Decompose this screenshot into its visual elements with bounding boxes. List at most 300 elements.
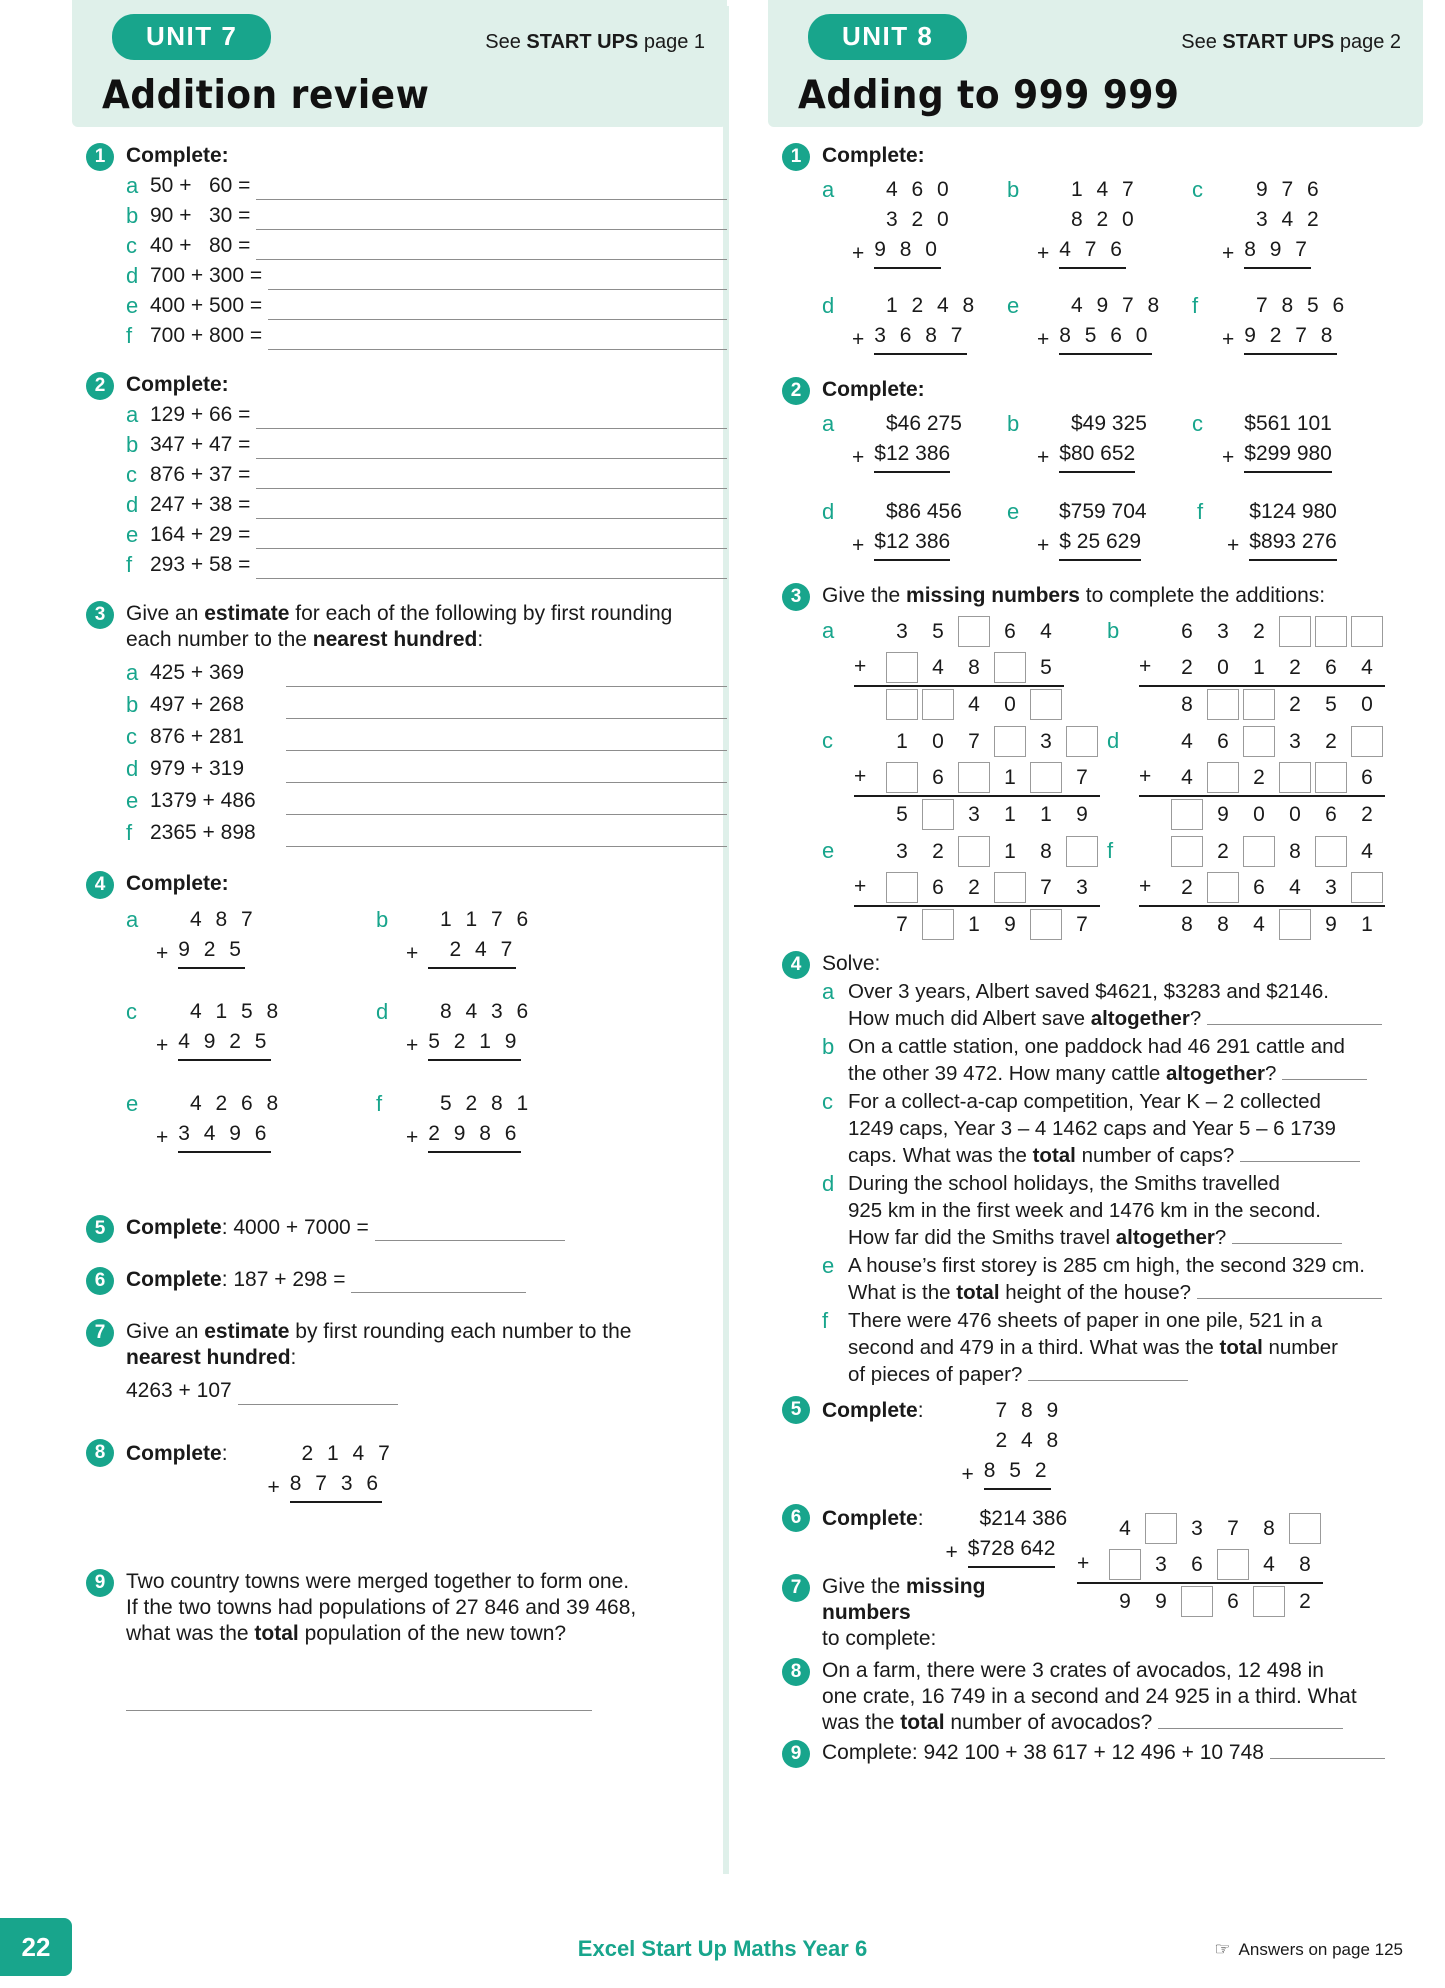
answer-rule[interactable] xyxy=(268,298,727,320)
digit-cell: 7 xyxy=(968,729,980,753)
plus-sign: + xyxy=(852,534,865,557)
missing-digit-box[interactable] xyxy=(1066,836,1098,867)
part-label: a xyxy=(822,411,835,436)
part-label: b xyxy=(1007,177,1020,202)
digit-cell: 8 xyxy=(1217,912,1229,936)
part-row xyxy=(126,755,727,783)
question-line: second and 479 in a third. What was the total number xyxy=(848,1336,1339,1359)
word-problem-text xyxy=(848,1170,1423,1251)
sum-addend: 9 2 5 xyxy=(178,935,245,969)
digit-cell: 2 xyxy=(1253,765,1265,789)
question-prompt: Complete: 4000 + 7000 = xyxy=(126,1216,369,1239)
question-prompt xyxy=(822,1658,1423,1736)
sum-addend: $728 642 xyxy=(968,1534,1056,1568)
sum-addend: 8 5 6 0 xyxy=(1059,321,1151,355)
missing-digit-box[interactable] xyxy=(922,799,954,830)
part-label: e xyxy=(1007,293,1020,318)
question-line: 1249 caps, Year 3 – 4 1462 caps and Year 5 – 6 1739 xyxy=(848,1117,1336,1140)
addend-row xyxy=(1139,759,1385,795)
part-label: e xyxy=(1007,499,1020,524)
digit-cell: 6 xyxy=(1325,802,1337,826)
question-8 xyxy=(768,1658,1423,1736)
question-line: For a collect-a-cap competition, Year K – 2 collected xyxy=(848,1090,1321,1113)
unit-7-header xyxy=(72,0,727,127)
digit-cell: 7 xyxy=(1040,875,1052,899)
question-line: Over 3 years, Albert saved $4621, $3283 and $2146. xyxy=(848,980,1329,1003)
missing-digit-box[interactable] xyxy=(1351,872,1383,903)
answer-rule[interactable] xyxy=(1240,1146,1360,1162)
digit-cell: 3 xyxy=(1217,619,1229,643)
digit-cell: 8 xyxy=(1181,692,1193,716)
word-problem-text xyxy=(848,1307,1423,1388)
plus-sign: + xyxy=(1139,765,1152,788)
question-prompt: Complete: xyxy=(126,1442,228,1465)
missing-digit-box[interactable] xyxy=(1030,762,1062,793)
answer-rule[interactable] xyxy=(375,1219,565,1241)
digit-cell: 4 xyxy=(1361,839,1373,863)
sum-addend: 4 2 6 8 xyxy=(190,1092,283,1115)
part-label: c xyxy=(126,233,137,258)
answer-rule[interactable] xyxy=(286,665,727,687)
digit-cell: 1 xyxy=(1004,765,1016,789)
digit-cell: 6 xyxy=(1191,1552,1203,1576)
digit-cell: 7 xyxy=(1227,1516,1239,1540)
part-expression: 979 + 319 xyxy=(150,757,245,780)
question-prompt: Complete: xyxy=(126,144,229,167)
part-row xyxy=(126,202,727,230)
question-1 xyxy=(768,143,1423,355)
digit-cell: 4 xyxy=(1253,912,1265,936)
digit-cell: 6 xyxy=(1253,875,1265,899)
answer-rule[interactable] xyxy=(256,208,727,230)
vertical-sum-row xyxy=(822,497,1423,561)
digit-cell: 7 xyxy=(1076,912,1088,936)
question-4 xyxy=(768,951,1423,1388)
answer-rule[interactable] xyxy=(1197,1283,1382,1299)
answer-rule[interactable] xyxy=(286,729,727,751)
answer-rule[interactable] xyxy=(256,557,727,579)
answer-rule[interactable] xyxy=(256,467,727,489)
word-problem-text xyxy=(848,1088,1423,1169)
missing-digit-box[interactable] xyxy=(1315,616,1347,647)
missing-digit-box[interactable] xyxy=(1030,689,1062,720)
answer-rule[interactable] xyxy=(256,407,727,429)
sum-addend: 5 2 8 1 xyxy=(440,1092,533,1115)
missing-digit-box[interactable] xyxy=(1243,689,1275,720)
question-5 xyxy=(768,1396,1423,1490)
sum-addend: $561 101 xyxy=(1244,412,1332,435)
part-expression: 247 + 38 = xyxy=(150,493,251,516)
unit-8-column xyxy=(768,0,1423,1766)
digit-cell: 3 xyxy=(1191,1516,1203,1540)
part-row xyxy=(126,551,727,579)
sum-addend: $12 386 xyxy=(874,439,950,473)
digit-cell: 4 xyxy=(1263,1552,1275,1576)
part-label: c xyxy=(126,462,137,487)
missing-digit-box[interactable] xyxy=(1253,1586,1285,1617)
part-label: d xyxy=(1107,728,1120,753)
plus-sign: + xyxy=(156,1034,169,1057)
answer-rule[interactable] xyxy=(286,761,727,783)
result-row xyxy=(854,905,1100,941)
vertical-sum xyxy=(126,997,376,1061)
sum-addend: 1 4 7 xyxy=(1071,178,1138,201)
missing-digit-box[interactable] xyxy=(1315,836,1347,867)
question-number: 4 xyxy=(86,871,114,899)
pointing-hand-icon: ☞ xyxy=(1214,1939,1231,1959)
plus-sign: + xyxy=(267,1476,280,1499)
plus-sign: + xyxy=(1222,446,1235,469)
unit-7-badge: UNIT 7 xyxy=(112,14,271,60)
part-label: d xyxy=(376,999,389,1024)
missing-digit-box[interactable] xyxy=(994,872,1026,903)
sum-addend: 4 9 2 5 xyxy=(178,1027,270,1061)
missing-digit-box[interactable] xyxy=(994,726,1026,757)
answer-rule[interactable] xyxy=(1028,1365,1188,1381)
answer-rule[interactable] xyxy=(1207,1009,1382,1025)
question-prompt: Complete: 187 + 298 = xyxy=(126,1268,346,1291)
question-prompt: Complete: xyxy=(822,1507,924,1530)
answer-rule[interactable] xyxy=(286,697,727,719)
missing-digit-box[interactable] xyxy=(1279,762,1311,793)
digit-cell: 8 xyxy=(1299,1552,1311,1576)
part-expression: 876 + 281 xyxy=(150,725,245,748)
part-row xyxy=(126,322,727,350)
addend-row xyxy=(854,759,1100,795)
part-label: a xyxy=(822,618,835,643)
part-label: a xyxy=(822,979,835,1004)
question-3 xyxy=(768,583,1423,941)
missing-digit-box[interactable] xyxy=(1171,836,1203,867)
answer-rule[interactable] xyxy=(1232,1228,1342,1244)
sum-addend: $86 456 xyxy=(886,500,962,523)
missing-digit-box[interactable] xyxy=(922,909,954,940)
missing-digit-box[interactable] xyxy=(886,872,918,903)
result-row xyxy=(1139,685,1385,721)
plus-sign: + xyxy=(945,1541,958,1564)
answer-rule[interactable] xyxy=(268,268,727,290)
missing-digit-box[interactable] xyxy=(1171,799,1203,830)
addend-row xyxy=(1139,723,1385,759)
sum-addend: $214 386 xyxy=(979,1507,1068,1530)
digit-cell: 5 xyxy=(932,619,944,643)
missing-digit-box[interactable] xyxy=(1207,689,1239,720)
missing-number-problem xyxy=(822,723,1107,831)
missing-digit-box[interactable] xyxy=(1207,872,1239,903)
missing-digit-box[interactable] xyxy=(886,689,918,720)
digit-cell: 8 xyxy=(1263,1516,1275,1540)
sum-addend: 2 4 8 xyxy=(995,1429,1063,1452)
missing-digit-box[interactable] xyxy=(958,616,990,647)
digit-cell: 1 xyxy=(1253,655,1265,679)
question-1 xyxy=(72,143,727,350)
digit-cell: 6 xyxy=(1325,655,1337,679)
part-expression: 293 + 58 = xyxy=(150,553,251,576)
part-label: a xyxy=(822,177,835,202)
word-problem xyxy=(822,1252,1423,1306)
question-2 xyxy=(768,377,1423,561)
unit-8-title: Adding to 999 999 xyxy=(798,73,1180,119)
question-line: On a farm, there were 3 crates of avocados, 12 498 in xyxy=(822,1659,1324,1682)
digit-cell: 6 xyxy=(932,765,944,789)
missing-digit-box[interactable] xyxy=(1207,762,1239,793)
vertical-sum-row xyxy=(822,175,1423,269)
digit-cell: 2 xyxy=(1181,875,1193,899)
addend-row xyxy=(1077,1510,1323,1546)
sum-addend: 3 6 8 7 xyxy=(874,321,966,355)
part-row xyxy=(126,262,727,290)
part-row xyxy=(126,292,727,320)
vertical-sum-row xyxy=(126,1089,727,1153)
missing-digit-box[interactable] xyxy=(1217,1549,1249,1580)
question-prompt: Solve: xyxy=(822,952,881,975)
missing-digit-box[interactable] xyxy=(1181,1586,1213,1617)
digit-cell: 2 xyxy=(1325,729,1337,753)
digit-cell: 5 xyxy=(1325,692,1337,716)
answer-rule[interactable] xyxy=(256,238,727,260)
vertical-sum xyxy=(376,997,532,1061)
digit-cell: 8 xyxy=(968,655,980,679)
digit-cell: 0 xyxy=(1361,692,1373,716)
part-expression: 1379 + 486 xyxy=(150,789,256,812)
answer-rule[interactable] xyxy=(1282,1064,1367,1080)
answer-rule[interactable] xyxy=(238,1383,398,1405)
sum-addend: 4 9 7 8 xyxy=(1071,294,1164,317)
missing-digit-box[interactable] xyxy=(922,689,954,720)
digit-cell: 9 xyxy=(1217,802,1229,826)
digit-cell: 6 xyxy=(1004,619,1016,643)
question-line: one crate, 16 749 in a second and 24 925 in a third. What xyxy=(822,1685,1357,1708)
answer-rule[interactable] xyxy=(351,1271,526,1293)
part-label: c xyxy=(1192,411,1203,436)
part-label: e xyxy=(126,522,139,547)
missing-digit-box[interactable] xyxy=(1243,726,1275,757)
unit-7-column xyxy=(72,0,727,1711)
unit-7-reference: See START UPS page 1 xyxy=(485,31,705,53)
part-label: b xyxy=(126,692,139,717)
sum-addend: 7 8 9 xyxy=(995,1399,1063,1422)
answer-rule[interactable] xyxy=(1158,1713,1343,1729)
missing-digit-box[interactable] xyxy=(1315,762,1347,793)
sum-addend: 1 1 7 6 xyxy=(440,908,533,931)
missing-digit-box[interactable] xyxy=(1289,1513,1321,1544)
answer-rule[interactable] xyxy=(286,825,727,847)
part-label: a xyxy=(126,173,139,198)
digit-cell: 5 xyxy=(896,802,908,826)
part-label: c xyxy=(822,1089,833,1114)
answer-rule[interactable] xyxy=(256,178,727,200)
digit-cell: 8 xyxy=(1289,839,1301,863)
part-label: c xyxy=(126,724,137,749)
part-label: e xyxy=(126,788,139,813)
question-5 xyxy=(72,1215,727,1241)
part-label: b xyxy=(126,432,139,457)
question-prompt: Complete: xyxy=(822,144,925,167)
missing-digit-box[interactable] xyxy=(886,762,918,793)
missing-digit-box[interactable] xyxy=(958,762,990,793)
unit-8-reference: See START UPS page 2 xyxy=(1181,31,1401,53)
sum-addend: 3 2 0 xyxy=(886,208,953,231)
part-row xyxy=(126,461,727,489)
answer-rule[interactable] xyxy=(256,497,727,519)
plus-sign: + xyxy=(1037,242,1050,265)
question-number: 3 xyxy=(86,601,114,629)
word-problem xyxy=(822,1307,1423,1388)
plus-sign: + xyxy=(156,1126,169,1149)
digit-cell: 2 xyxy=(1217,839,1229,863)
digit-cell: 2 xyxy=(1361,802,1373,826)
plus-sign: + xyxy=(406,1126,419,1149)
vertical-sum xyxy=(126,905,376,969)
sum-addend: 3 4 2 xyxy=(1256,208,1323,231)
addend-row xyxy=(1139,833,1385,869)
part-expression: 497 + 268 xyxy=(150,693,245,716)
part-expression: 90 + 30 = xyxy=(150,204,251,227)
answer-rule[interactable] xyxy=(256,437,727,459)
sum-addend: $759 704 xyxy=(1059,500,1147,523)
question-number: 9 xyxy=(782,1740,810,1768)
sum-addend: 4 8 7 xyxy=(190,908,257,931)
missing-digit-box[interactable] xyxy=(1243,836,1275,867)
word-problem xyxy=(822,978,1423,1032)
addend-row xyxy=(1139,649,1385,685)
missing-digit-box[interactable] xyxy=(1351,616,1383,647)
missing-digit-box[interactable] xyxy=(1145,1513,1177,1544)
missing-digit-box[interactable] xyxy=(1066,726,1098,757)
sum-addend: 8 4 3 6 xyxy=(440,1000,533,1023)
part-expression: 50 + 60 = xyxy=(150,174,251,197)
digit-cell: 1 xyxy=(968,912,980,936)
question-expression: 4263 + 107 xyxy=(126,1379,232,1402)
book-title: Excel Start Up Maths Year 6 xyxy=(577,1936,868,1961)
digit-cell: 2 xyxy=(1289,655,1301,679)
missing-digit-box[interactable] xyxy=(1351,726,1383,757)
part-expression: 425 + 369 xyxy=(150,661,245,684)
part-label: f xyxy=(376,1091,383,1116)
answer-parts xyxy=(126,401,727,579)
question-prompt: Complete: xyxy=(822,378,925,401)
digit-cell: 4 xyxy=(1361,655,1373,679)
addend-row xyxy=(1139,613,1385,649)
question-2 xyxy=(72,372,727,579)
sum-addend: $46 275 xyxy=(886,412,962,435)
question-line: what was the total population of the new town? xyxy=(126,1622,567,1645)
digit-cell: 8 xyxy=(1181,912,1193,936)
sum-addend: $80 652 xyxy=(1059,439,1135,473)
missing-digit-box[interactable] xyxy=(1279,616,1311,647)
part-label: f xyxy=(126,552,133,577)
missing-digit-box[interactable] xyxy=(994,652,1026,683)
part-label: d xyxy=(822,1171,835,1196)
missing-digit-box[interactable] xyxy=(1030,909,1062,940)
answer-rule[interactable] xyxy=(286,793,727,815)
addend-row xyxy=(854,723,1100,759)
answer-rule[interactable] xyxy=(268,328,727,350)
part-label: f xyxy=(126,323,133,348)
plus-sign: + xyxy=(156,942,169,965)
missing-number-grid xyxy=(1077,1510,1323,1618)
digit-cell: 4 xyxy=(1181,729,1193,753)
plus-sign: + xyxy=(1037,534,1050,557)
addend-row xyxy=(1077,1546,1323,1582)
digit-cell: 3 xyxy=(1289,729,1301,753)
answers-reference: ☞ Answers on page 125 xyxy=(1214,1939,1403,1959)
result-row xyxy=(1139,905,1385,941)
question-number: 7 xyxy=(782,1574,810,1602)
part-expression: 2365 + 898 xyxy=(150,821,256,844)
word-problem xyxy=(822,1170,1423,1251)
digit-cell: 0 xyxy=(1217,655,1229,679)
vertical-sum-row xyxy=(126,905,727,969)
sum-addend: 4 7 6 xyxy=(1059,235,1126,269)
missing-number-row xyxy=(822,613,1423,721)
vertical-sum xyxy=(822,291,1007,355)
digit-cell: 2 xyxy=(1299,1589,1311,1613)
sum-addend: 4 6 0 xyxy=(886,178,953,201)
plus-sign: + xyxy=(852,242,865,265)
vertical-sum-row xyxy=(126,997,727,1061)
part-row xyxy=(126,491,727,519)
answer-rule[interactable] xyxy=(126,1689,592,1711)
part-expression: 347 + 47 = xyxy=(150,433,251,456)
question-line: A house’s first storey is 285 cm high, the second 329 cm. xyxy=(848,1254,1365,1277)
sum-addend: 8 5 2 xyxy=(984,1456,1051,1490)
unit-8-badge: UNIT 8 xyxy=(808,14,967,60)
digit-cell: 6 xyxy=(932,875,944,899)
answer-rule[interactable] xyxy=(1270,1743,1385,1759)
missing-digit-box[interactable] xyxy=(1109,1549,1141,1580)
vertical-sum xyxy=(1192,175,1323,269)
word-problem-list xyxy=(822,978,1423,1388)
question-6 xyxy=(72,1267,727,1293)
question-prompt: Complete: xyxy=(126,373,229,396)
digit-cell: 4 xyxy=(968,692,980,716)
vertical-sum xyxy=(822,175,1007,269)
digit-cell: 0 xyxy=(1253,802,1265,826)
digit-cell: 2 xyxy=(968,875,980,899)
vertical-sum-row xyxy=(822,409,1423,473)
question-number: 5 xyxy=(782,1396,810,1424)
plus-sign: + xyxy=(1139,875,1152,898)
part-row xyxy=(126,787,727,815)
digit-cell: 4 xyxy=(1289,875,1301,899)
digit-cell: 1 xyxy=(896,729,908,753)
digit-cell: 9 xyxy=(1325,912,1337,936)
digit-cell: 1 xyxy=(1361,912,1373,936)
digit-cell: 2 xyxy=(932,839,944,863)
answer-parts xyxy=(126,172,727,350)
part-row xyxy=(126,723,727,751)
answer-rule[interactable] xyxy=(256,527,727,549)
part-row xyxy=(126,521,727,549)
vertical-sum xyxy=(822,409,1007,473)
digit-cell: 1 xyxy=(1004,802,1016,826)
part-row xyxy=(126,431,727,459)
question-line: the other 39 472. How many cattle altogether? xyxy=(848,1060,1423,1087)
part-row xyxy=(126,819,727,847)
sum-addend: 7 8 5 6 xyxy=(1256,294,1349,317)
missing-digit-box[interactable] xyxy=(1279,909,1311,940)
part-label: d xyxy=(822,293,835,318)
question-prompt: Give the missing numbers to complete: xyxy=(822,1575,986,1650)
addend-row xyxy=(854,649,1064,685)
missing-digit-box[interactable] xyxy=(958,836,990,867)
question-number: 2 xyxy=(86,372,114,400)
word-problem xyxy=(822,1088,1423,1169)
vertical-sum xyxy=(1007,175,1192,269)
missing-digit-box[interactable] xyxy=(886,652,918,683)
sum-addend: 9 8 0 xyxy=(874,235,941,269)
